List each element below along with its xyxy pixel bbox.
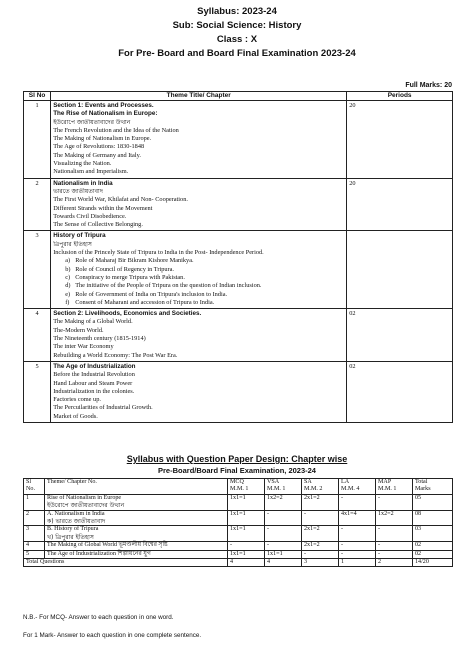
list-item bbox=[53, 266, 344, 274]
col-header bbox=[228, 479, 265, 495]
exam-heading: For Pre- Board and Board Final Examination 2023-24 bbox=[118, 48, 356, 59]
cell-vsa: - bbox=[265, 510, 302, 526]
theme-line: A. Nationalism in India bbox=[47, 510, 105, 517]
col-header-line2: Marks bbox=[415, 486, 431, 493]
cell-sa: 2x1=2 bbox=[302, 494, 339, 510]
list-text: The initiative of the People of Tripura on the question of Indian inclusion. bbox=[75, 282, 262, 290]
theme-line-bengali: ইউরোপে জাতীয়তাবাদের উত্থান bbox=[47, 502, 125, 510]
question-design-table bbox=[23, 478, 453, 567]
row-sl: 3 bbox=[24, 231, 51, 309]
table-row bbox=[24, 309, 453, 362]
total-label: Total Questions bbox=[24, 559, 228, 567]
total-marks: 14/20 bbox=[413, 559, 453, 567]
total-mcq: 4 bbox=[228, 559, 265, 567]
cell-mcq: 1x1=1 bbox=[228, 550, 265, 558]
theme-line-bengali: খ) ত্রিপুরার ইতিহাস bbox=[47, 533, 94, 541]
row-theme bbox=[51, 309, 347, 362]
list-text: Role of Government of India on Tripura's inclusion to India. bbox=[75, 290, 228, 298]
col-header-line1: MAP bbox=[378, 479, 392, 485]
row-line: Visualizing the Nation. bbox=[53, 160, 112, 168]
table-row bbox=[24, 178, 453, 231]
note-mcq: N.B.- For MCQ- Answer to each question in one word. bbox=[23, 614, 174, 621]
col-header-line1: Sl bbox=[26, 479, 32, 485]
cell-vsa: - bbox=[265, 526, 302, 542]
col-header bbox=[265, 479, 302, 495]
syllabus-table-header bbox=[24, 92, 453, 101]
list-marker: a) bbox=[65, 257, 71, 265]
total-vsa: 4 bbox=[265, 559, 302, 567]
row-line: Hand Labour and Steam Power bbox=[53, 379, 133, 387]
cell-total: 02 bbox=[413, 542, 453, 550]
row-periods bbox=[347, 231, 453, 309]
table-row bbox=[24, 101, 453, 179]
col-sl-header: Sl No bbox=[24, 92, 51, 101]
row-line: The Rise of Nationalism in Europe: bbox=[53, 110, 158, 118]
row-line: The Nineteenth century (1815-1914) bbox=[53, 335, 146, 343]
list-item bbox=[53, 291, 344, 299]
total-row bbox=[24, 559, 453, 567]
cell-map: - bbox=[376, 550, 413, 558]
question-design-header bbox=[24, 479, 453, 495]
list-item bbox=[53, 299, 344, 307]
cell-mcq: - bbox=[228, 542, 265, 550]
col-header bbox=[24, 479, 45, 495]
cell-theme bbox=[45, 494, 228, 510]
cell-la: - bbox=[339, 550, 376, 558]
row-theme bbox=[51, 231, 347, 309]
cell-mcq: 1x1=1 bbox=[228, 510, 265, 526]
row-line: Nationalism and Imperialism. bbox=[53, 168, 129, 176]
class-heading: Class : X bbox=[216, 34, 258, 45]
row-line-bengali: ত্রিপুরার ইতিহাস bbox=[53, 240, 92, 248]
row-line: Towards Civil Disobedience. bbox=[53, 212, 127, 220]
list-marker: b) bbox=[65, 265, 71, 273]
syllabus-table bbox=[23, 91, 453, 423]
cell-theme bbox=[45, 526, 228, 542]
row-title: The Age of Industrialization bbox=[53, 362, 136, 370]
row-line: Industrialization in the colonies. bbox=[53, 387, 135, 395]
table-row bbox=[24, 526, 453, 542]
list-text: Consent of Maharani and accession of Tripura to India. bbox=[75, 298, 215, 306]
table-row bbox=[24, 231, 453, 309]
table-row bbox=[24, 542, 453, 550]
cell-sl: 1 bbox=[24, 494, 45, 510]
cell-la: 4x1=4 bbox=[339, 510, 376, 526]
cell-sa: 2x1=2 bbox=[302, 542, 339, 550]
row-title: History of Tripura bbox=[53, 232, 106, 240]
theme-line: B. History of Tripura bbox=[47, 526, 99, 533]
cell-theme bbox=[45, 510, 228, 526]
row-sl: 4 bbox=[24, 309, 51, 362]
row-line: The Age of Revolutions: 1830-1848 bbox=[53, 143, 145, 151]
cell-sa: 2x1=2 bbox=[302, 526, 339, 542]
row-periods: 20 bbox=[347, 101, 453, 179]
cell-total: 02 bbox=[413, 550, 453, 558]
table-row bbox=[24, 361, 453, 422]
cell-sa: - bbox=[302, 550, 339, 558]
row-line: The French Revolution and the Idea of the Nation bbox=[53, 126, 179, 134]
row-periods: 02 bbox=[347, 361, 453, 422]
cell-map: - bbox=[376, 494, 413, 510]
list-marker: f) bbox=[65, 298, 70, 306]
col-header-line1: LA bbox=[341, 479, 350, 485]
row-theme bbox=[51, 361, 347, 422]
theme-line: Rise of Nationalism in Europe bbox=[47, 494, 122, 501]
row-line: The First World War, Khilafat and Non- Cooperation. bbox=[53, 196, 188, 204]
total-map: 2 bbox=[376, 559, 413, 567]
table-row bbox=[24, 494, 453, 510]
cell-la: - bbox=[339, 526, 376, 542]
cell-total: 08 bbox=[413, 510, 453, 526]
col-header-line2: M.M. 1 bbox=[267, 486, 286, 493]
col-header bbox=[376, 479, 413, 495]
col-header bbox=[413, 479, 453, 495]
cell-map: - bbox=[376, 542, 413, 550]
row-line: Different Strands within the Movement bbox=[53, 204, 153, 212]
subject-heading: Sub: Social Science: History bbox=[172, 20, 302, 31]
cell-total: 03 bbox=[413, 526, 453, 542]
row-line-bengali: ভারতে জাতীয়তাবাদ bbox=[53, 187, 103, 195]
col-header-line1: VSA bbox=[267, 479, 280, 485]
question-design-title: Syllabus with Question Paper Design: Chapter wise bbox=[126, 454, 348, 464]
row-sl: 1 bbox=[24, 101, 51, 179]
list-marker: d) bbox=[65, 282, 71, 290]
col-header bbox=[45, 479, 228, 495]
list-marker: c) bbox=[65, 273, 71, 281]
cell-la: - bbox=[339, 542, 376, 550]
list-item bbox=[53, 274, 344, 282]
cell-sl: 4 bbox=[24, 542, 45, 550]
row-theme bbox=[51, 178, 347, 231]
col-periods-header: Periods bbox=[347, 92, 453, 101]
cell-sl: 3 bbox=[24, 526, 45, 542]
col-header-line1: SA bbox=[304, 479, 312, 485]
row-periods: 02 bbox=[347, 309, 453, 362]
list-marker: e) bbox=[65, 290, 71, 298]
col-theme-header: Theme Title/ Chapter bbox=[51, 92, 347, 101]
list-text: Role of Council of Regency in Tripura. bbox=[75, 265, 175, 273]
row-line: The Percuilarities of Industrial Growth. bbox=[53, 404, 153, 412]
row-title: Section 1: Events and Processes. bbox=[53, 102, 154, 109]
cell-vsa: 1x2=2 bbox=[265, 494, 302, 510]
cell-theme: The Age of Industrialization শিল্পায়নের যুগ bbox=[45, 550, 228, 558]
row-line: Market of Goods. bbox=[53, 412, 98, 420]
cell-map: - bbox=[376, 526, 413, 542]
total-sa: 3 bbox=[302, 559, 339, 567]
theme-line-bengali: ক) ভারতে জাতীয়তাবাদ bbox=[47, 518, 106, 526]
row-line: Rebuilding a World Economy: The Post War Era. bbox=[53, 351, 178, 359]
row-sl: 5 bbox=[24, 361, 51, 422]
row-line-bengali: ইউরোপে জাতীয়তাবাদের উত্থান bbox=[53, 118, 131, 126]
row-line: The-Modern World. bbox=[53, 326, 104, 334]
list-item bbox=[53, 282, 344, 290]
cell-mcq: 1x1=1 bbox=[228, 494, 265, 510]
row-title: Nationalism in India bbox=[53, 179, 113, 187]
col-header-line2: M.M. 2 bbox=[304, 486, 323, 493]
col-header-line2: M.M. 1 bbox=[378, 486, 397, 493]
col-header-line1: Total bbox=[415, 479, 428, 485]
col-header bbox=[339, 479, 376, 495]
list-item bbox=[53, 257, 344, 265]
list-text: Conspiracy to merge Tripura with Pakistan. bbox=[75, 273, 185, 281]
cell-la: - bbox=[339, 494, 376, 510]
col-header-line1: Theme/ Chapter No. bbox=[47, 479, 97, 485]
row-line: The Making of a Global World. bbox=[53, 318, 133, 326]
row-intro: Inclusion of the Princely State of Tripura to India in the Post- Independence Period. bbox=[53, 249, 264, 257]
row-line: The Sense of Collective Belonging. bbox=[53, 221, 143, 229]
table-row bbox=[24, 550, 453, 558]
question-design-subtitle: Pre-Board/Board Final Examination, 2023-24 bbox=[158, 466, 316, 475]
row-periods: 20 bbox=[347, 178, 453, 231]
cell-sl: 2 bbox=[24, 510, 45, 526]
cell-vsa: 1x1=1 bbox=[265, 550, 302, 558]
syllabus-heading: Syllabus: 2023-24 bbox=[197, 6, 277, 17]
cell-total: 05 bbox=[413, 494, 453, 510]
col-header-line2: M.M. 1 bbox=[230, 486, 249, 493]
cell-sa: - bbox=[302, 510, 339, 526]
row-title: Section 2: Livelihoods, Economics and Societies. bbox=[53, 310, 202, 318]
table-row bbox=[24, 510, 453, 526]
cell-map: 1x2=2 bbox=[376, 510, 413, 526]
full-marks: Full Marks: 20 bbox=[405, 82, 452, 89]
list-text: Role of Maharaj Bir Bikram Kishore Manikya. bbox=[75, 257, 194, 265]
col-header-line2: M.M. 4 bbox=[341, 486, 360, 493]
row-line: The Making of Nationalism in Europe. bbox=[53, 135, 152, 143]
row-sl: 2 bbox=[24, 178, 51, 231]
row-theme bbox=[51, 101, 347, 179]
cell-vsa: - bbox=[265, 542, 302, 550]
note-one-mark: For 1 Mark- Answer to each question in one complete sentence. bbox=[23, 632, 202, 639]
col-header-line2: No. bbox=[26, 486, 35, 493]
row-line: The Making of Germany and Italy. bbox=[53, 151, 141, 159]
cell-sl: 5 bbox=[24, 550, 45, 558]
row-line: Factories come up. bbox=[53, 396, 101, 404]
row-line: The inter War Economy bbox=[53, 343, 114, 351]
col-header-line1: MCQ bbox=[230, 479, 244, 485]
row-line: Before the Industrial Revolution bbox=[53, 371, 135, 379]
total-la: 1 bbox=[339, 559, 376, 567]
col-header bbox=[302, 479, 339, 495]
cell-mcq: 1x1=1 bbox=[228, 526, 265, 542]
cell-theme: The Making of Global World ভূমণ্ডলীয় বিশ্বের সৃষ্টি bbox=[45, 542, 228, 550]
